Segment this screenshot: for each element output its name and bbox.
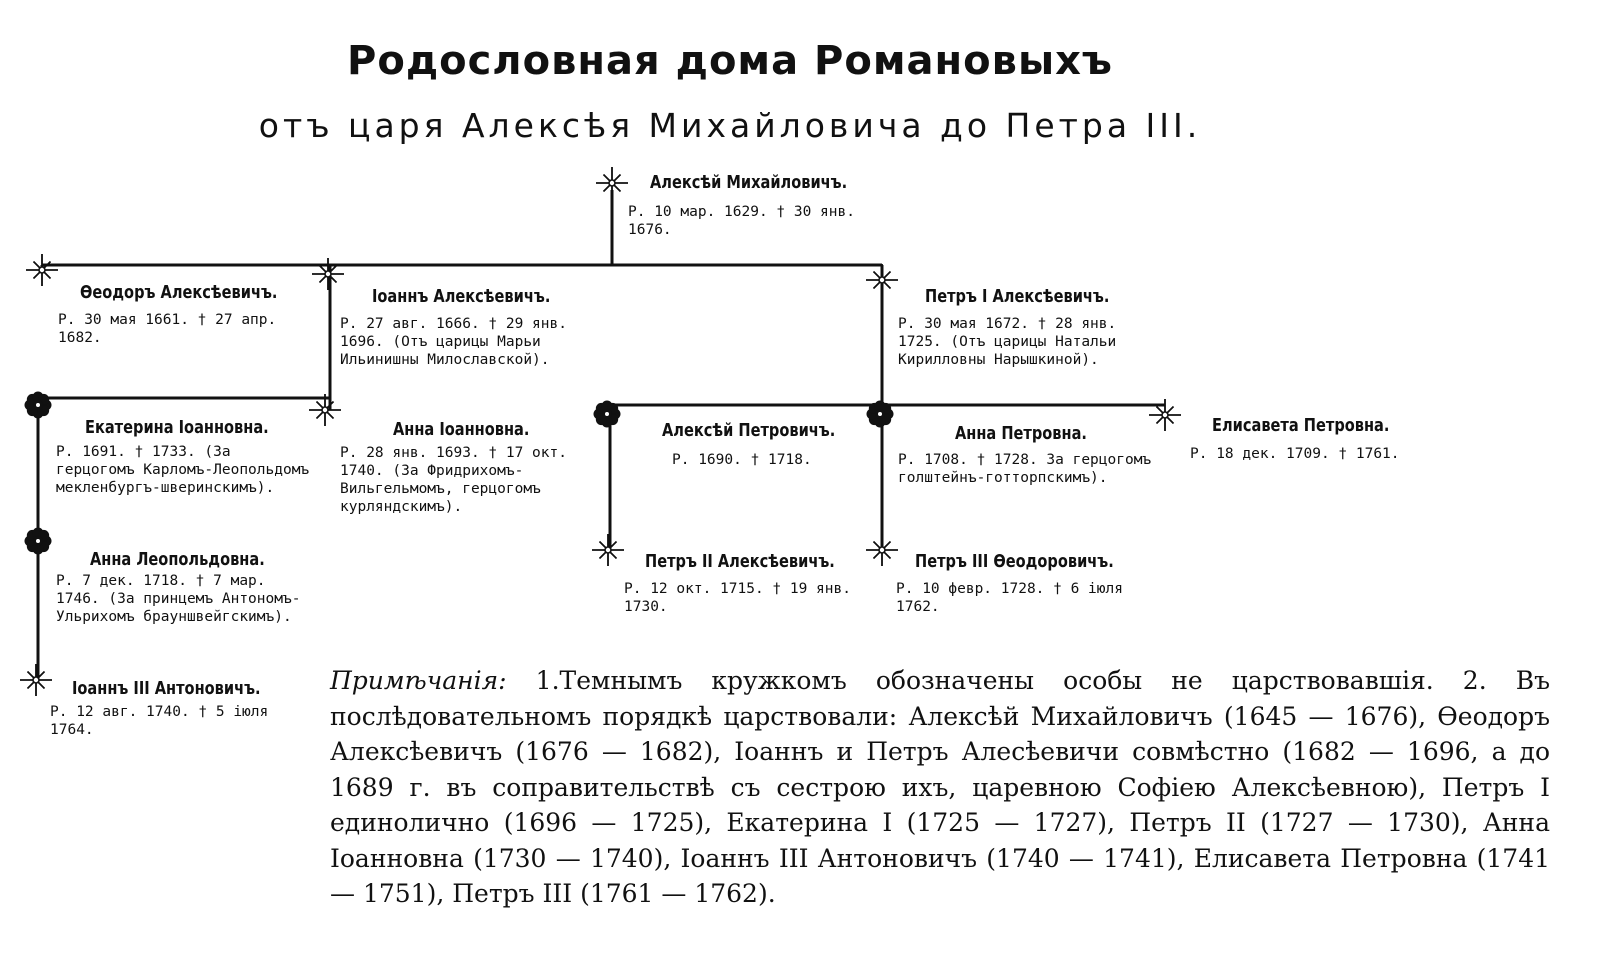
person-dates-anna-petrovna: Р. 1708. † 1728. За герцогомъ голштейнъ-готторпскимъ). [898,452,1152,486]
star-icon [20,664,52,696]
star-icon [866,264,898,296]
person-dates-ioann3: Р. 12 авг. 1740. † 5 іюля 1764. [50,704,269,738]
person-name-anna-petrovna: Анна Петровна. [955,423,1087,444]
person-name-ioann: Іоаннъ Алексѣевичъ. [372,286,551,307]
page-subtitle: отъ царя Алексѣя Михайловича до Петра III. [258,106,1202,145]
person-dates-petr2: Р. 12 окт. 1715. † 19 янв. 1730. [624,581,851,615]
person-name-anna-ioannovna: Анна Іоанновна. [393,419,530,440]
notes-label: Примѣчанія: [330,666,507,695]
person-name-aleksei-petrovich: Алексѣй Петровичъ. [662,420,836,441]
dark-flower-icon [25,528,52,555]
person-dates-aleksei-petrovich: Р. 1690. † 1718. [672,452,812,468]
notes-text: 1.Темнымъ кружкомъ обозначены особы не царствовавшія. 2. Въ послѣдовательномъ порядкѣ царствовали: Алексѣй Михайловичъ (1645 — 1676), Ѳеодоръ Алексѣевичъ (1676 — 1682), Іоаннъ и Петръ Алесѣевичи совмѣстно (1682 — 1696, а до 1689 г. въ соправительствѣ съ сестрою ихъ, царевною Софіею Алексѣевною), Петръ I единолично (1696 — 1725), Екатерина I (1725 — 1727), Петръ II (1727 — 1730), Анна Іоанновна (1730 — 1740), Іоаннъ III Антоновичъ (1740 — 1741), Елисавета Петровна (1741 — 1751), Петръ III (1761 — 1762). [330,666,1550,908]
person-dates-petr1: Р. 30 мая 1672. † 28 янв. 1725. (Отъ царицы Натальи Кирилловны Нарышкиной). [898,316,1117,368]
dark-flower-icon [25,392,52,419]
person-name-ioann3: Іоаннъ III Антоновичъ. [72,678,261,699]
dark-flower-icon [867,401,894,428]
person-dates-ioann: Р. 27 авг. 1666. † 29 янв. 1696. (Отъ царицы Марьи Ильинишны Милославской). [340,316,567,368]
person-dates-ekaterina: Р. 1691. † 1733. (За герцогомъ Карломъ-Леопольдомъ мекленбургъ-шверинскимъ). [56,444,310,496]
person-name-elisaveta: Елисавета Петровна. [1212,415,1390,436]
person-dates-anna-ioannovna: Р. 28 янв. 1693. † 17 окт. 1740. (За Фридрихомъ-Вильгельмомъ, герцогомъ курляндскимъ). [340,445,567,515]
person-name-ekaterina: Екатерина Іоанновна. [85,417,269,438]
person-dates-feodor: Р. 30 мая 1661. † 27 апр. 1682. [58,312,277,346]
person-name-petr1: Петръ I Алексѣевичъ. [925,286,1110,307]
person-name-petr3: Петръ III Ѳеодоровичъ. [915,551,1114,572]
person-name-anna-leopoldovna: Анна Леопольдовна. [90,549,265,570]
star-icon [312,258,344,290]
person-name-feodor: Ѳеодоръ Алексѣевичъ. [80,282,278,303]
dark-flower-icon [594,401,621,428]
notes-block [330,663,1550,912]
person-name-aleksei: Алексѣй Михайловичъ. [650,172,848,193]
page-title: Родословная дома Романовыхъ [347,38,1113,84]
person-dates-anna-leopoldovna: Р. 7 дек. 1718. † 7 мар. 1746. (За принцемъ Антономъ-Ульрихомъ брауншвейгскимъ). [56,573,301,625]
person-name-petr2: Петръ II Алексѣевичъ. [645,551,835,572]
person-dates-aleksei: Р. 10 мар. 1629. † 30 янв. 1676. [628,204,855,238]
star-icon [592,534,624,566]
star-icon [596,167,628,199]
star-icon [26,254,58,286]
star-icon [866,534,898,566]
person-dates-petr3: Р. 10 февр. 1728. † 6 іюля 1762. [896,581,1123,615]
person-dates-elisaveta: Р. 18 дек. 1709. † 1761. [1190,446,1400,462]
